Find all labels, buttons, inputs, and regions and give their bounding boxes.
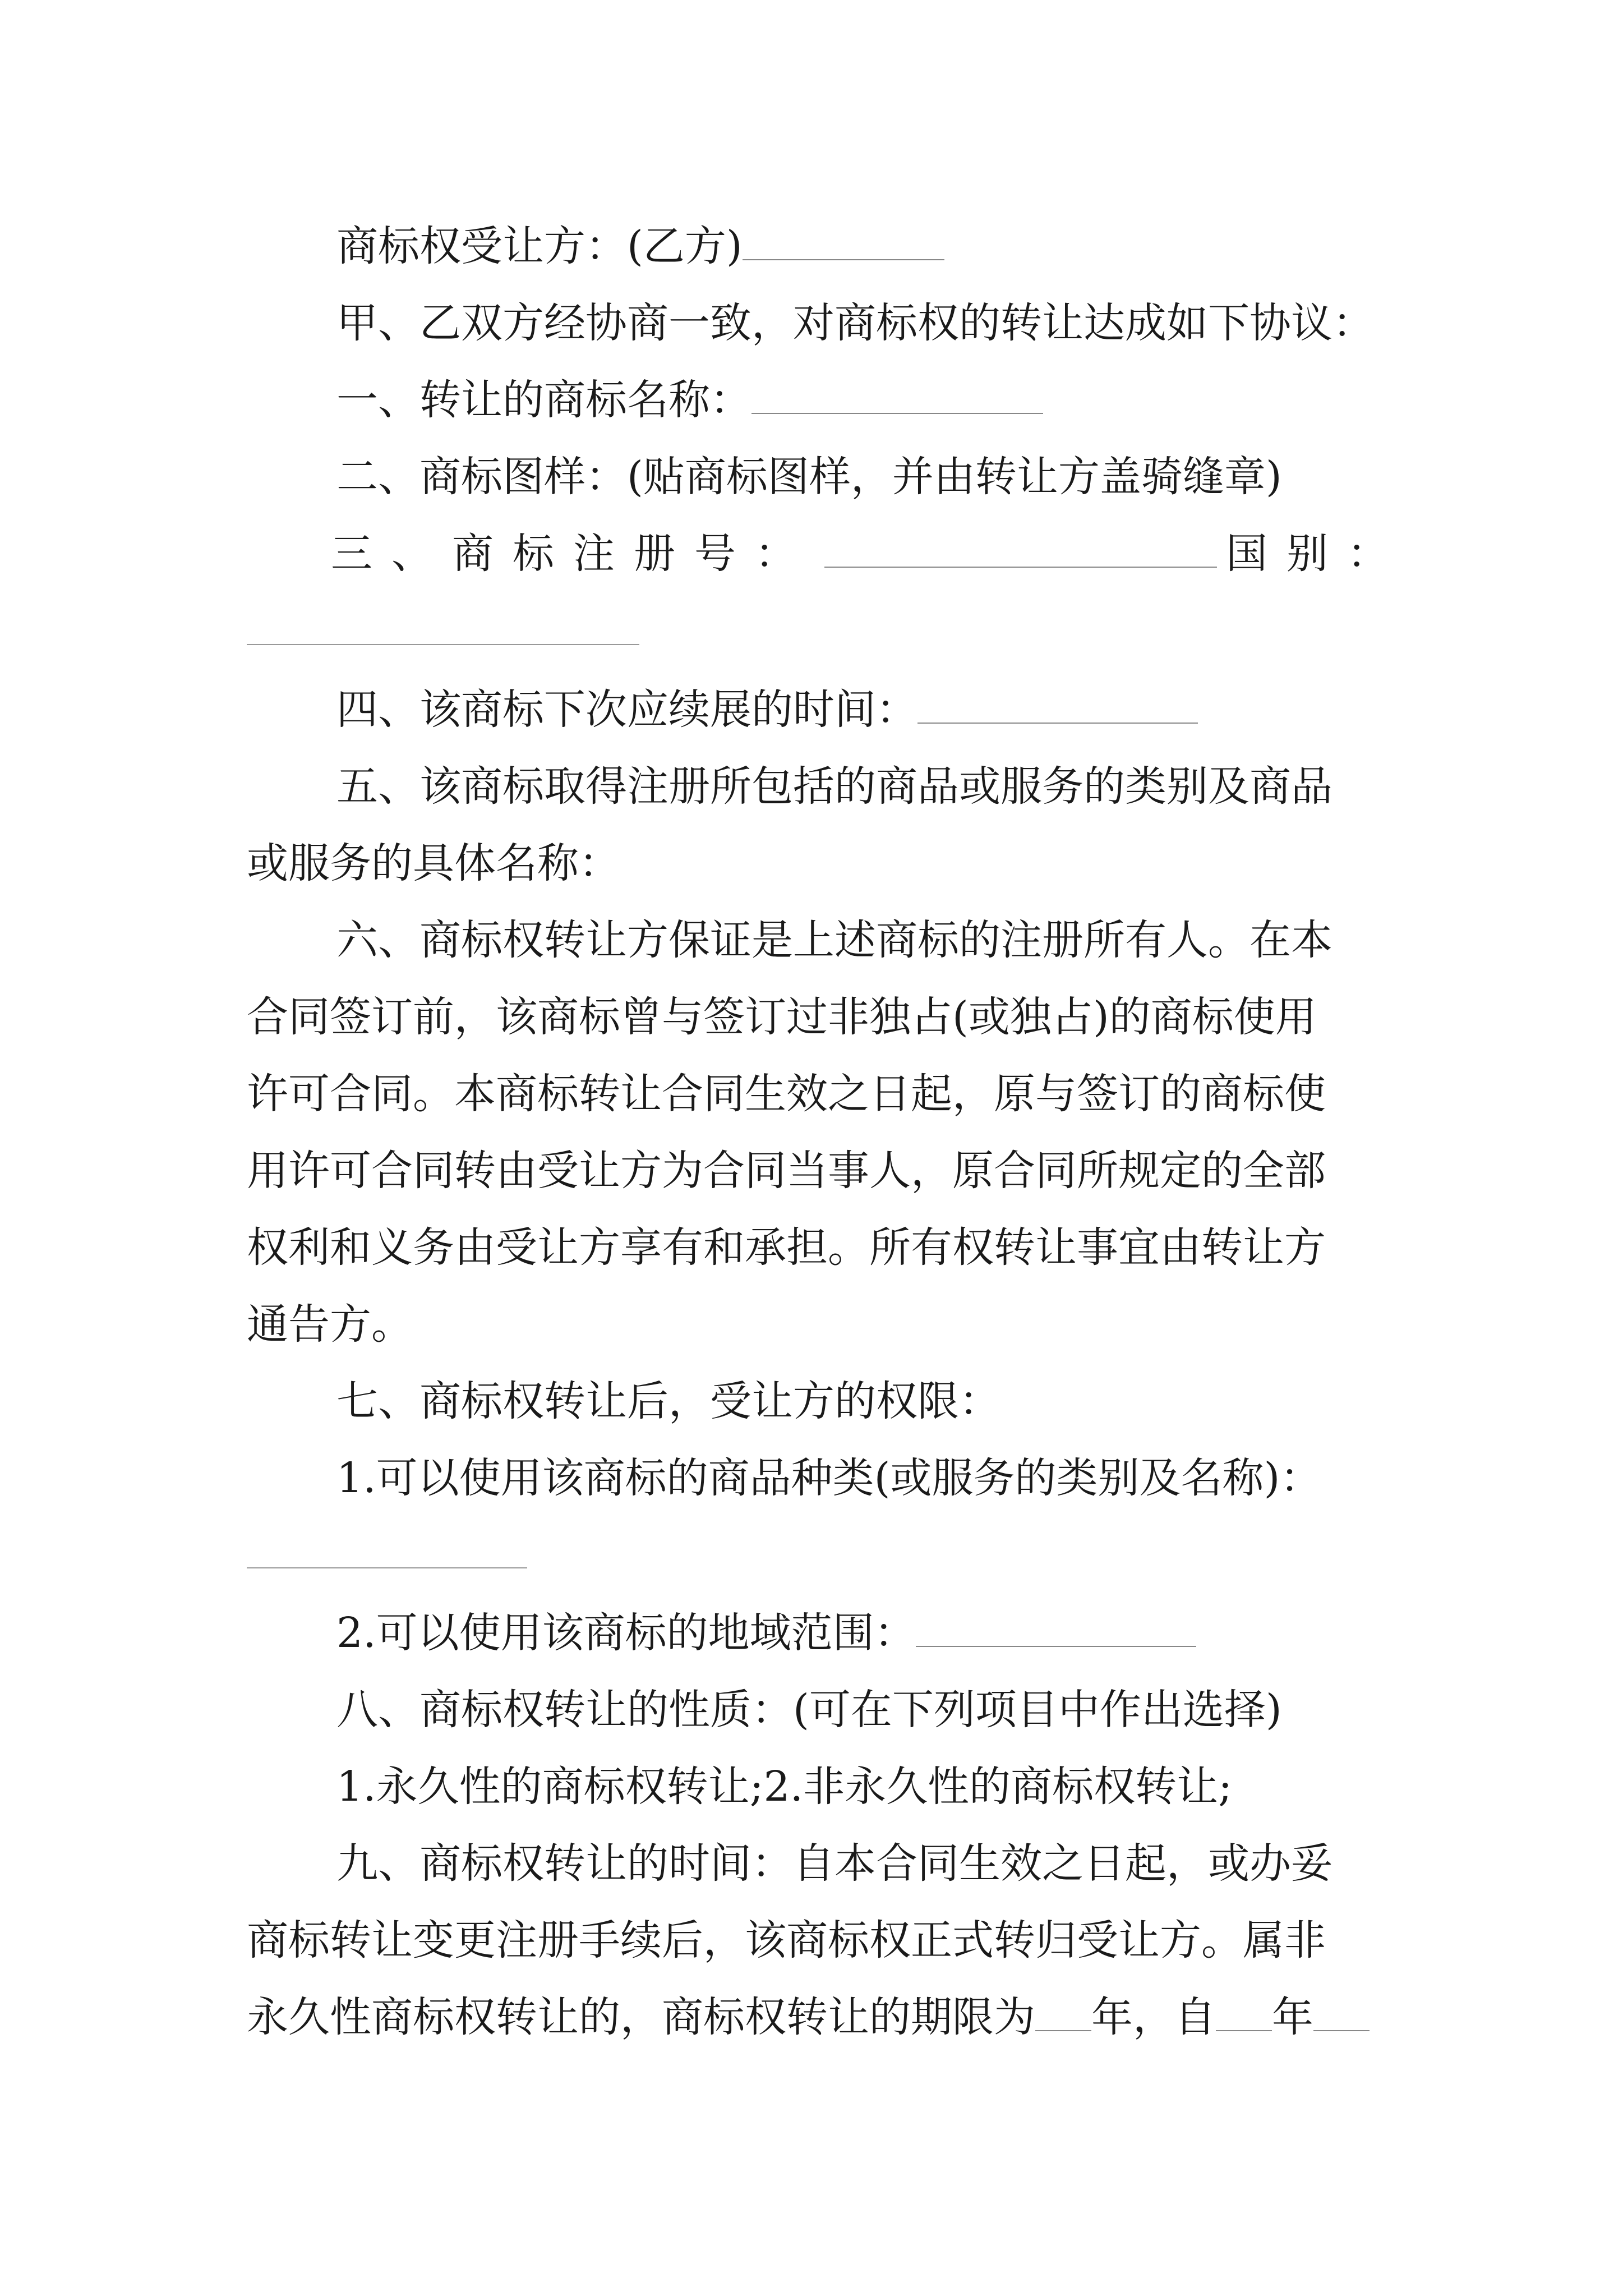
renewal-time-label: 四、该商标下次应续展的时间： <box>336 685 917 734</box>
line-renewal-time <box>247 671 1380 748</box>
trademark-name-blank <box>751 379 1043 414</box>
start-year-blank <box>1216 1996 1272 2031</box>
transfer-nature-text: 八、商标权转让的性质：(可在下列项目中作出选择) <box>336 1686 1282 1734</box>
renewal-time-blank <box>917 689 1198 724</box>
line-region-scope <box>247 1594 1380 1672</box>
line-owner-guarantee-2 <box>247 978 1380 1056</box>
goods-scope-text: 1.可以使用该商标的商品种类(或服务的类别及名称)： <box>336 1454 1322 1502</box>
owner-guarantee-text-2: 合同签订前，该商标曾与签订过非独占(或独占)的商标使用 <box>247 993 1317 1041</box>
owner-guarantee-text-3: 许可合同。本商标转让合同生效之日起，原与签订的商标使 <box>247 1070 1326 1118</box>
line-trademark-name <box>247 361 1380 439</box>
transfer-time-text-5: 年 <box>1272 1993 1313 2041</box>
agreement-intro-text: 甲、乙双方经协商一致，对商标权的转让达成如下协议： <box>336 299 1374 347</box>
transfer-time-text-1: 九、商标权转让的时间：自本合同生效之日起，或办妥 <box>336 1839 1332 1888</box>
transfer-time-text-3: 永久性商标权转让的，商标权转让的期限为 <box>247 1993 1035 2041</box>
line-goods-classes-2 <box>247 825 1380 902</box>
trademark-name-label: 一、转让的商标名称： <box>336 376 751 424</box>
line-transfer-options <box>247 1748 1380 1825</box>
owner-guarantee-text-5: 权利和义务由受让方享有和承担。所有权转让事宜由转让方 <box>247 1223 1326 1272</box>
region-scope-blank <box>916 1612 1196 1647</box>
start-month-blank <box>1313 1996 1370 2031</box>
line-transfer-time-2 <box>247 1902 1380 1979</box>
line-transfer-nature <box>247 1671 1380 1749</box>
owner-guarantee-text-6: 通告方。 <box>247 1300 413 1349</box>
line-owner-guarantee-4 <box>247 1132 1380 1209</box>
region-scope-label: 2.可以使用该商标的地域范围： <box>336 1609 916 1657</box>
line-registration-number <box>247 515 1408 592</box>
transfer-time-text-2: 商标转让变更注册手续后，该商标权正式转归受让方。属非 <box>247 1916 1326 1964</box>
assignee-rights-text: 七、商标权转让后，受让方的权限： <box>336 1377 1000 1425</box>
assignee-blank <box>743 226 944 260</box>
goods-classes-text-2: 或服务的具体名称： <box>247 839 620 887</box>
country-label: 国别： <box>1226 530 1408 578</box>
line-assignee <box>247 208 1380 285</box>
assignee-label: 商标权受让方：(乙方) <box>336 222 743 270</box>
goods-classes-text-1: 五、该商标取得注册所包括的商品或服务的类别及商品 <box>336 762 1332 811</box>
transfer-options-text: 1.永久性的商标权转让;2.非永久性的商标权转让; <box>336 1763 1233 1811</box>
line-owner-guarantee-5 <box>247 1209 1380 1286</box>
line-owner-guarantee-6 <box>247 1286 1380 1363</box>
country-blank <box>247 644 639 645</box>
line-goods-scope <box>247 1439 1380 1517</box>
line-transfer-time-1 <box>247 1825 1380 1902</box>
term-years-blank <box>1035 1996 1091 2031</box>
line-agreement-intro <box>247 284 1380 362</box>
line-assignee-rights <box>247 1363 1380 1440</box>
line-owner-guarantee-1 <box>247 901 1380 979</box>
transfer-time-text-4: 年，自 <box>1091 1993 1216 2041</box>
owner-guarantee-text-4: 用许可合同转由受让方为合同当事人，原合同所规定的全部 <box>247 1147 1326 1195</box>
line-transfer-time-3 <box>247 1978 1380 2056</box>
goods-scope-blank <box>247 1567 527 1568</box>
trademark-sample-text: 二、商标图样：(贴商标图样，并由转让方盖骑缝章) <box>336 453 1282 501</box>
line-trademark-sample <box>247 438 1380 516</box>
registration-number-label: 三、商标注册号： <box>331 530 815 578</box>
owner-guarantee-text-1: 六、商标权转让方保证是上述商标的注册所有人。在本 <box>336 916 1332 964</box>
line-goods-classes-1 <box>247 748 1380 825</box>
line-owner-guarantee-3 <box>247 1055 1380 1133</box>
registration-number-blank <box>824 533 1217 568</box>
